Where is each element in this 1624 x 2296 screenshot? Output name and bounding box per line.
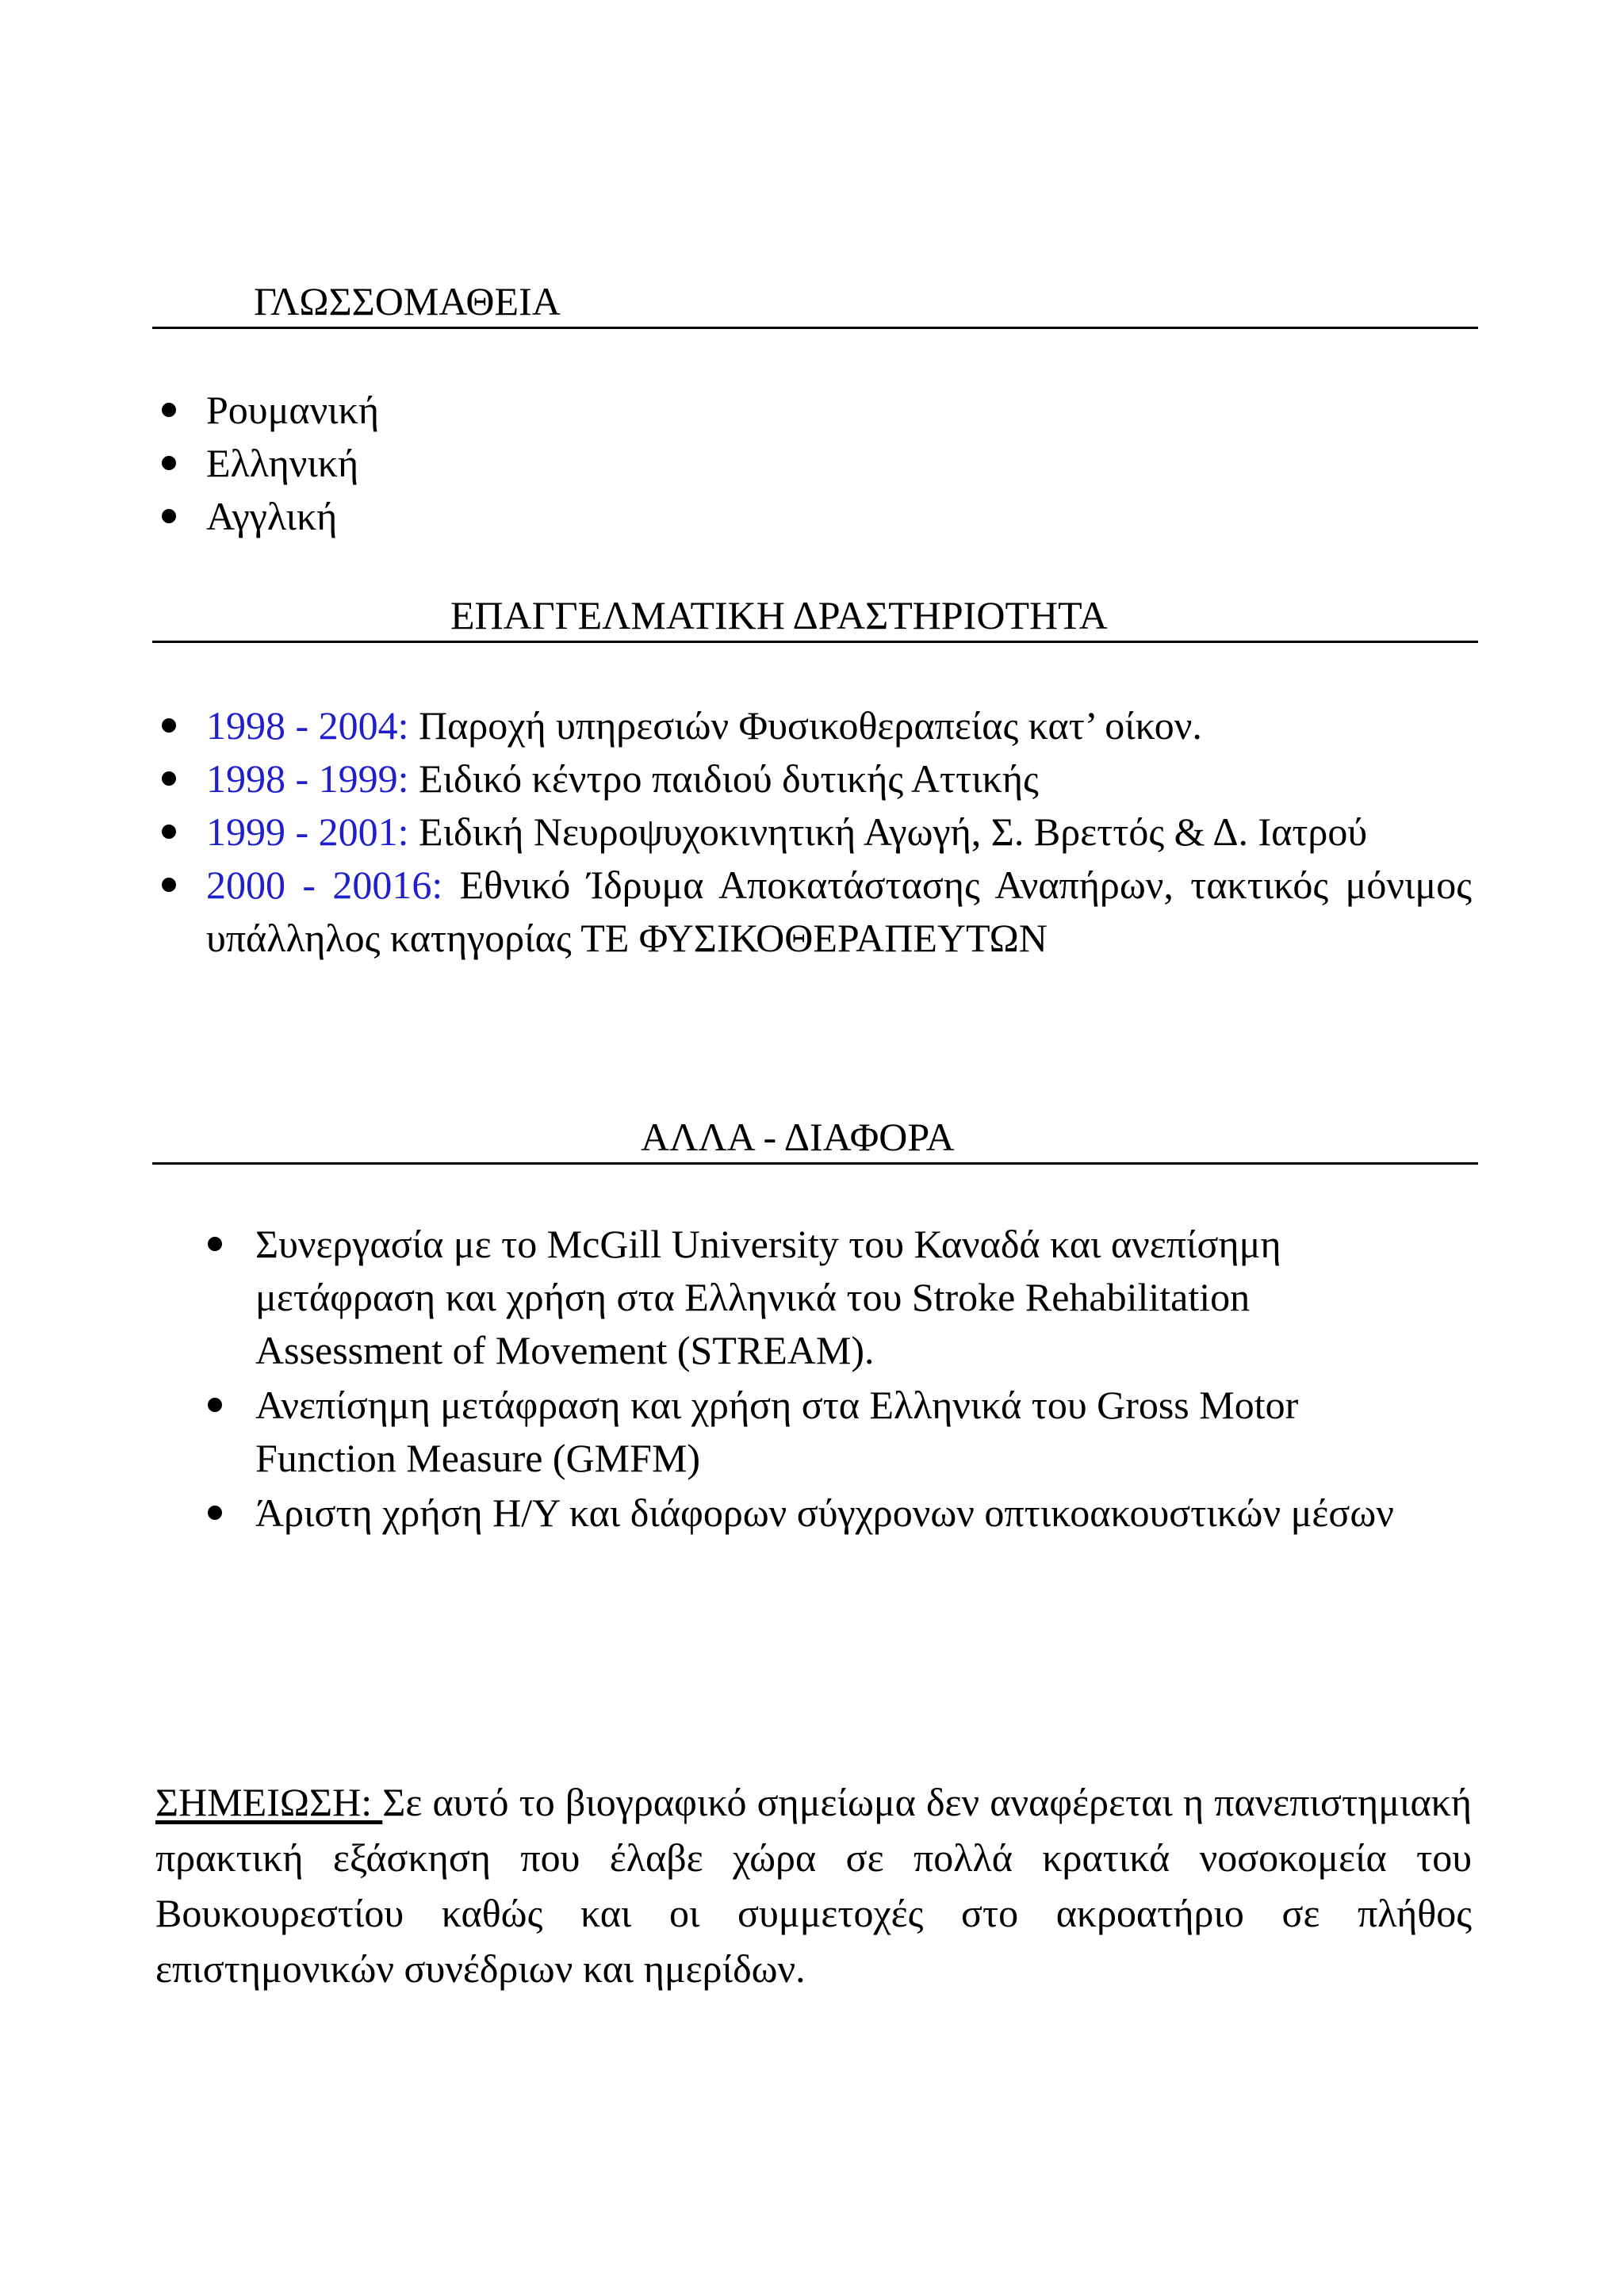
professional-divider: [152, 641, 1478, 643]
bullet-icon: [162, 509, 176, 523]
period: 1999 - 2001:: [206, 809, 409, 854]
bullet-icon: [162, 878, 176, 892]
list-item: [162, 806, 1472, 859]
list-item: Ανεπίσημη μετάφραση και χρήση στα Ελληνικά του Gross Motor Function Measure (GMFM): [208, 1379, 1421, 1485]
description: Ειδικό κέντρο παιδιού δυτικής Αττικής: [408, 756, 1039, 801]
description: Ειδική Νευροψυχοκινητική Αγωγή, Σ. Βρεττός & Δ. Ιατρού: [408, 809, 1368, 854]
period: 1998 - 1999:: [206, 756, 409, 801]
languages-divider: [152, 327, 1478, 329]
misc-heading: ΑΛΛΑ - ΔΙΑΦΟΡΑ: [641, 1115, 955, 1159]
bullet-icon: [208, 1237, 222, 1251]
list-item: [162, 859, 1472, 965]
period: 1998 - 2004:: [206, 703, 409, 748]
bullet-icon: [208, 1506, 222, 1520]
list-item: Άριστη χρήση Η/Υ και διάφορων σύγχρονων οπτικοακουστικών μέσων: [208, 1487, 1421, 1540]
professional-list: [162, 699, 1472, 965]
list-item: [162, 699, 1472, 752]
bullet-icon: [162, 825, 176, 839]
note-text: Σε αυτό το βιογραφικό σημείωμα δεν αναφέρεται η πανεπιστημιακή πρακτική εξάσκηση που έλαβε χώρα σε πολλά κρατικά νοσοκομεία του Βουκουρεστίου καθώς και οι συμμετοχές στο ακροατήριο σε πλήθος επιστημονικών συνέδριων και ημερίδων.: [155, 1780, 1472, 1991]
misc-divider: [152, 1162, 1478, 1165]
list-item: Ρουμανική: [162, 384, 1478, 437]
misc-list: [208, 1218, 1421, 1540]
languages-list: [162, 384, 1478, 543]
description: Παροχή υπηρεσιών Φυσικοθεραπείας κατ’ οίκον.: [408, 703, 1202, 748]
list-item: Ελληνική: [162, 437, 1478, 490]
note-label: ΣΗΜΕΙΩΣΗ:: [155, 1780, 383, 1824]
languages-heading: ΓΛΩΣΣΟΜΑΘΕΙΑ: [254, 279, 561, 323]
period: 2000 - 20016:: [206, 863, 443, 907]
bullet-icon: [162, 456, 176, 470]
description: Εθνικό Ίδρυμα Αποκατάστασης Αναπήρων, τακτικός μόνιμος υπάλληλος κατηγορίας ΤΕ ΦΥΣΙΚΟΘΕΡΑΠΕΥΤΩΝ: [206, 863, 1473, 960]
bullet-icon: [162, 771, 176, 786]
bullet-icon: [162, 718, 176, 733]
list-item: [162, 752, 1472, 806]
bullet-icon: [162, 403, 176, 417]
list-item: Αγγλική: [162, 490, 1478, 543]
professional-heading: ΕΠΑΓΓΕΛΜΑΤΙΚΗ ΔΡΑΣΤΗΡΙΟΤΗΤΑ: [450, 593, 1108, 637]
note-paragraph: [155, 1774, 1472, 1996]
list-item: Συνεργασία με το McGill University του Καναδά και ανεπίσημη μετάφραση και χρήση στα Ελληνικά του Stroke Rehabilitation Assessment of Movement (STREAM).: [208, 1218, 1421, 1377]
bullet-icon: [208, 1398, 222, 1412]
